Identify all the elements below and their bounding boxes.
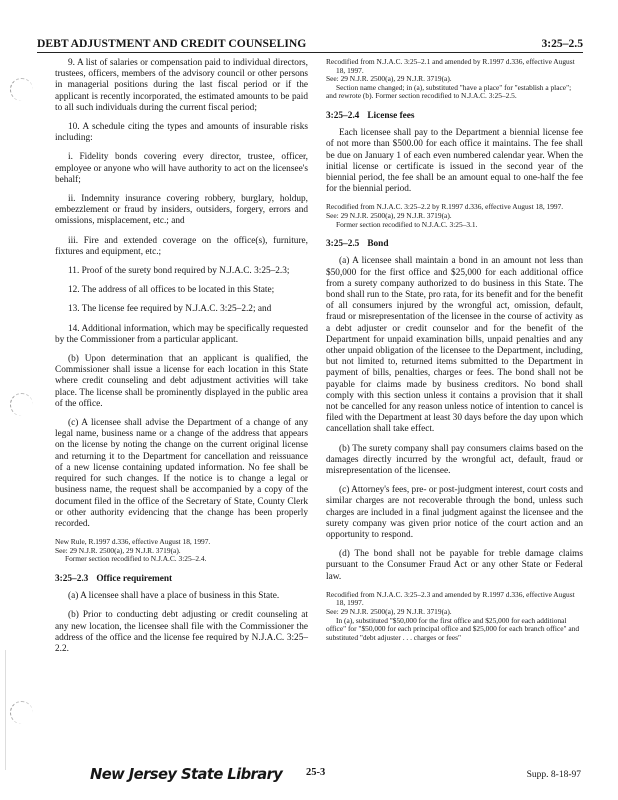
paragraph: 11. Proof of the surety bond required by N.J.A.C. 3:25–2.3; <box>68 266 290 277</box>
running-header <box>37 32 583 53</box>
paragraph: ii. Indemnity insurance covering robbery, burglary, holdup, embezzlement or fraud by insiders, outsiders, forgery, errors and omissions, misplacement, etc.; and <box>55 194 308 227</box>
history-note <box>326 58 583 101</box>
history-note-line: Former section recodified to N.J.A.C. 3:25–3.1. <box>336 219 478 229</box>
section-title: Bond <box>367 239 389 250</box>
paragraph: (c) A licensee shall advise the Department of a change of any legal name, business name or a change of the address that appears on the license by noting the change on the current original license and returning it to the Department for cancellation and reissuance of a new license containing updated information. No fee shall be required for such changes. If the notice is to change a legal or business name, the request shall be accompanied by a copy of the document filed in the office of the Secretary of State, County Clerk or other authority evidencing that the change has been properly recorded. <box>55 418 308 529</box>
section-number: 3:25–2.4 <box>326 110 360 121</box>
header-title: DEBT ADJUSTMENT AND CREDIT COUNSELING <box>37 37 307 50</box>
section-title: Office requirement <box>96 573 173 584</box>
history-note <box>326 203 583 229</box>
paragraph: (c) Attorney's fees, pre- or post-judgment interest, court costs and similar charges are not recoverable through the bond, unless such charges are included in a final judgment against the licensee and the surety company was given prior notice of the court action and an opportunity to respond. <box>326 485 583 541</box>
page-footer <box>0 763 618 787</box>
page-edge-mark <box>5 650 6 770</box>
paragraph: (a) A licensee shall maintain a bond in an amount not less than $50,000 for the first office and $25,000 for each additional office from a surety company authorized to do business in this State. The bond shall run to the State, pro rata, for its benefit and for the benefit of all consumers injured by the wrongful act, omission, default, fraud or misrepresentation of the licensee in the course of activity as a debt adjuster or credit counselor and for the benefit of the Department for unpaid examination bills, unpaid penalties and any other unpaid obligation of the licensee to the Department, including, but not limited to, returned items submitted to the Department in payment of bills, penalties, charges or fees. The bond shall not be payable for claims made by business creditors. No bond shall comply with this section unless it contains a provision that it shall not be cancelled for any reason unless notice of intention to cancel is filed with the Department at least 30 days before the day upon which cancellation shall take effect. <box>326 256 583 435</box>
paragraph: (a) A licensee shall have a place of business in this State. <box>68 591 280 602</box>
paragraph: 9. A list of salaries or compensation paid to individual directors, trustees, officers, members of the advisory council or other persons in managerial positions during the last fiscal period or if the applicant is recently incorporated, the estimated amounts to be paid to all such individuals during the current fiscal period; <box>55 58 308 113</box>
header-section: 3:25–2.5 <box>541 37 583 50</box>
section-number: 3:25–2.5 <box>326 239 360 250</box>
paragraph: (b) Prior to conducting debt adjusting or credit counseling at any new location, the licensee shall file with the Commissioner the address of the office and the license fee required by N.J.A.C. 3:25–2.2. <box>55 610 308 654</box>
right-column <box>326 58 583 650</box>
left-column <box>55 58 308 663</box>
history-note-line: See: 29 N.J.R. 2500(a), 29 N.J.R. 3719(a). <box>326 74 452 84</box>
section-heading <box>326 239 583 250</box>
paragraph: 14. Additional information, which may be specifically requested by the Commissioner from a particular applicant. <box>55 323 308 345</box>
punch-hole-icon <box>10 701 33 724</box>
section-heading <box>55 574 308 585</box>
history-note-line: See: 29 N.J.R. 2500(a), 29 N.J.R. 3719(a). <box>326 210 452 220</box>
section-number: 3:25–2.3 <box>55 573 89 584</box>
section-heading <box>326 111 583 122</box>
paragraph: iii. Fire and extended coverage on the office(s), furniture, fixtures and equipment, etc.; <box>55 235 308 257</box>
page-number: 25-3 <box>306 767 326 778</box>
history-note-line: Recodified from N.J.A.C. 3:25–2.3 and amended by R.1997 d.336, effective August 18, 1997. <box>326 589 575 608</box>
paragraph: (d) The bond shall not be payable for treble damage claims pursuant to the Consumer Fraud Act or any other State or Federal law. <box>326 549 583 582</box>
history-note-line: Recodified from N.J.A.C. 3:25–2.2 by R.1997 d.336, effective August 18, 1997. <box>326 202 564 212</box>
paragraph: i. Fidelity bonds covering every director, trustee, officer, employee or anyone who will have authority to act on the licensee's behalf; <box>55 152 308 185</box>
history-note <box>55 538 308 564</box>
history-note-line: New Rule, R.1997 d.336, effective August 18, 1997. <box>55 537 211 547</box>
punch-hole-icon <box>10 78 33 101</box>
history-note-line: See: 29 N.J.R. 2500(a), 29 N.J.R. 3719(a). <box>55 545 181 555</box>
paragraph: 13. The license fee required by N.J.A.C. 3:25–2.2; and <box>68 304 272 315</box>
paragraph: Each licensee shall pay to the Department a biennial license fee of not more than $500.00 for each office it maintains. The fee shall be due on January 1 of each even numbered calendar year. When the initial license or certificate is issued in the second year of the biennial period, the fee shall be an amount equal to one-half the fee for the biennial period. <box>326 128 583 195</box>
paragraph: (b) Upon determination that an applicant is qualified, the Commissioner shall issue a license for each location in this State where credit counseling and debt adjustment activities will take place. The license shall be prominently displayed in the public area of the office. <box>55 354 308 409</box>
punch-hole-icon <box>10 393 33 416</box>
supplement-date: Supp. 8-18-97 <box>526 770 581 780</box>
paragraph: 12. The address of all offices to be located in this State; <box>68 285 275 296</box>
history-note-line: Section name changed; in (a), substituted "have a place" for "establish a place"; and rewrote (b). Former section recodified to N.J.A.C. 3:25–2.5. <box>326 82 572 101</box>
section-title: License fees <box>367 110 415 121</box>
paragraph: 10. A schedule citing the types and amounts of insurable risks including: <box>55 122 308 144</box>
history-note-line: Recodified from N.J.A.C. 3:25–2.1 and amended by R.1997 d.336, effective August 18, 1997. <box>326 57 575 75</box>
history-note-line: Former section recodified to N.J.A.C. 3:25–2.4. <box>65 554 207 564</box>
library-logo: New Jersey State Library <box>90 765 283 783</box>
history-note-line: See: 29 N.J.R. 2500(a), 29 N.J.R. 3719(a). <box>326 607 452 617</box>
history-note-line: In (a), substituted "$50,000 for the first office and $25,000 for each additional office" for "$50,000 for each principal office and $25,000 for each branch office" and substituted "debt adjuster . . . charges or fees" <box>326 615 580 642</box>
paragraph: (b) The surety company shall pay consumers claims based on the damages directly incurred by the wrongful act, default, fraud or misrepresentation of the licensee. <box>326 443 583 477</box>
history-note <box>326 591 583 643</box>
